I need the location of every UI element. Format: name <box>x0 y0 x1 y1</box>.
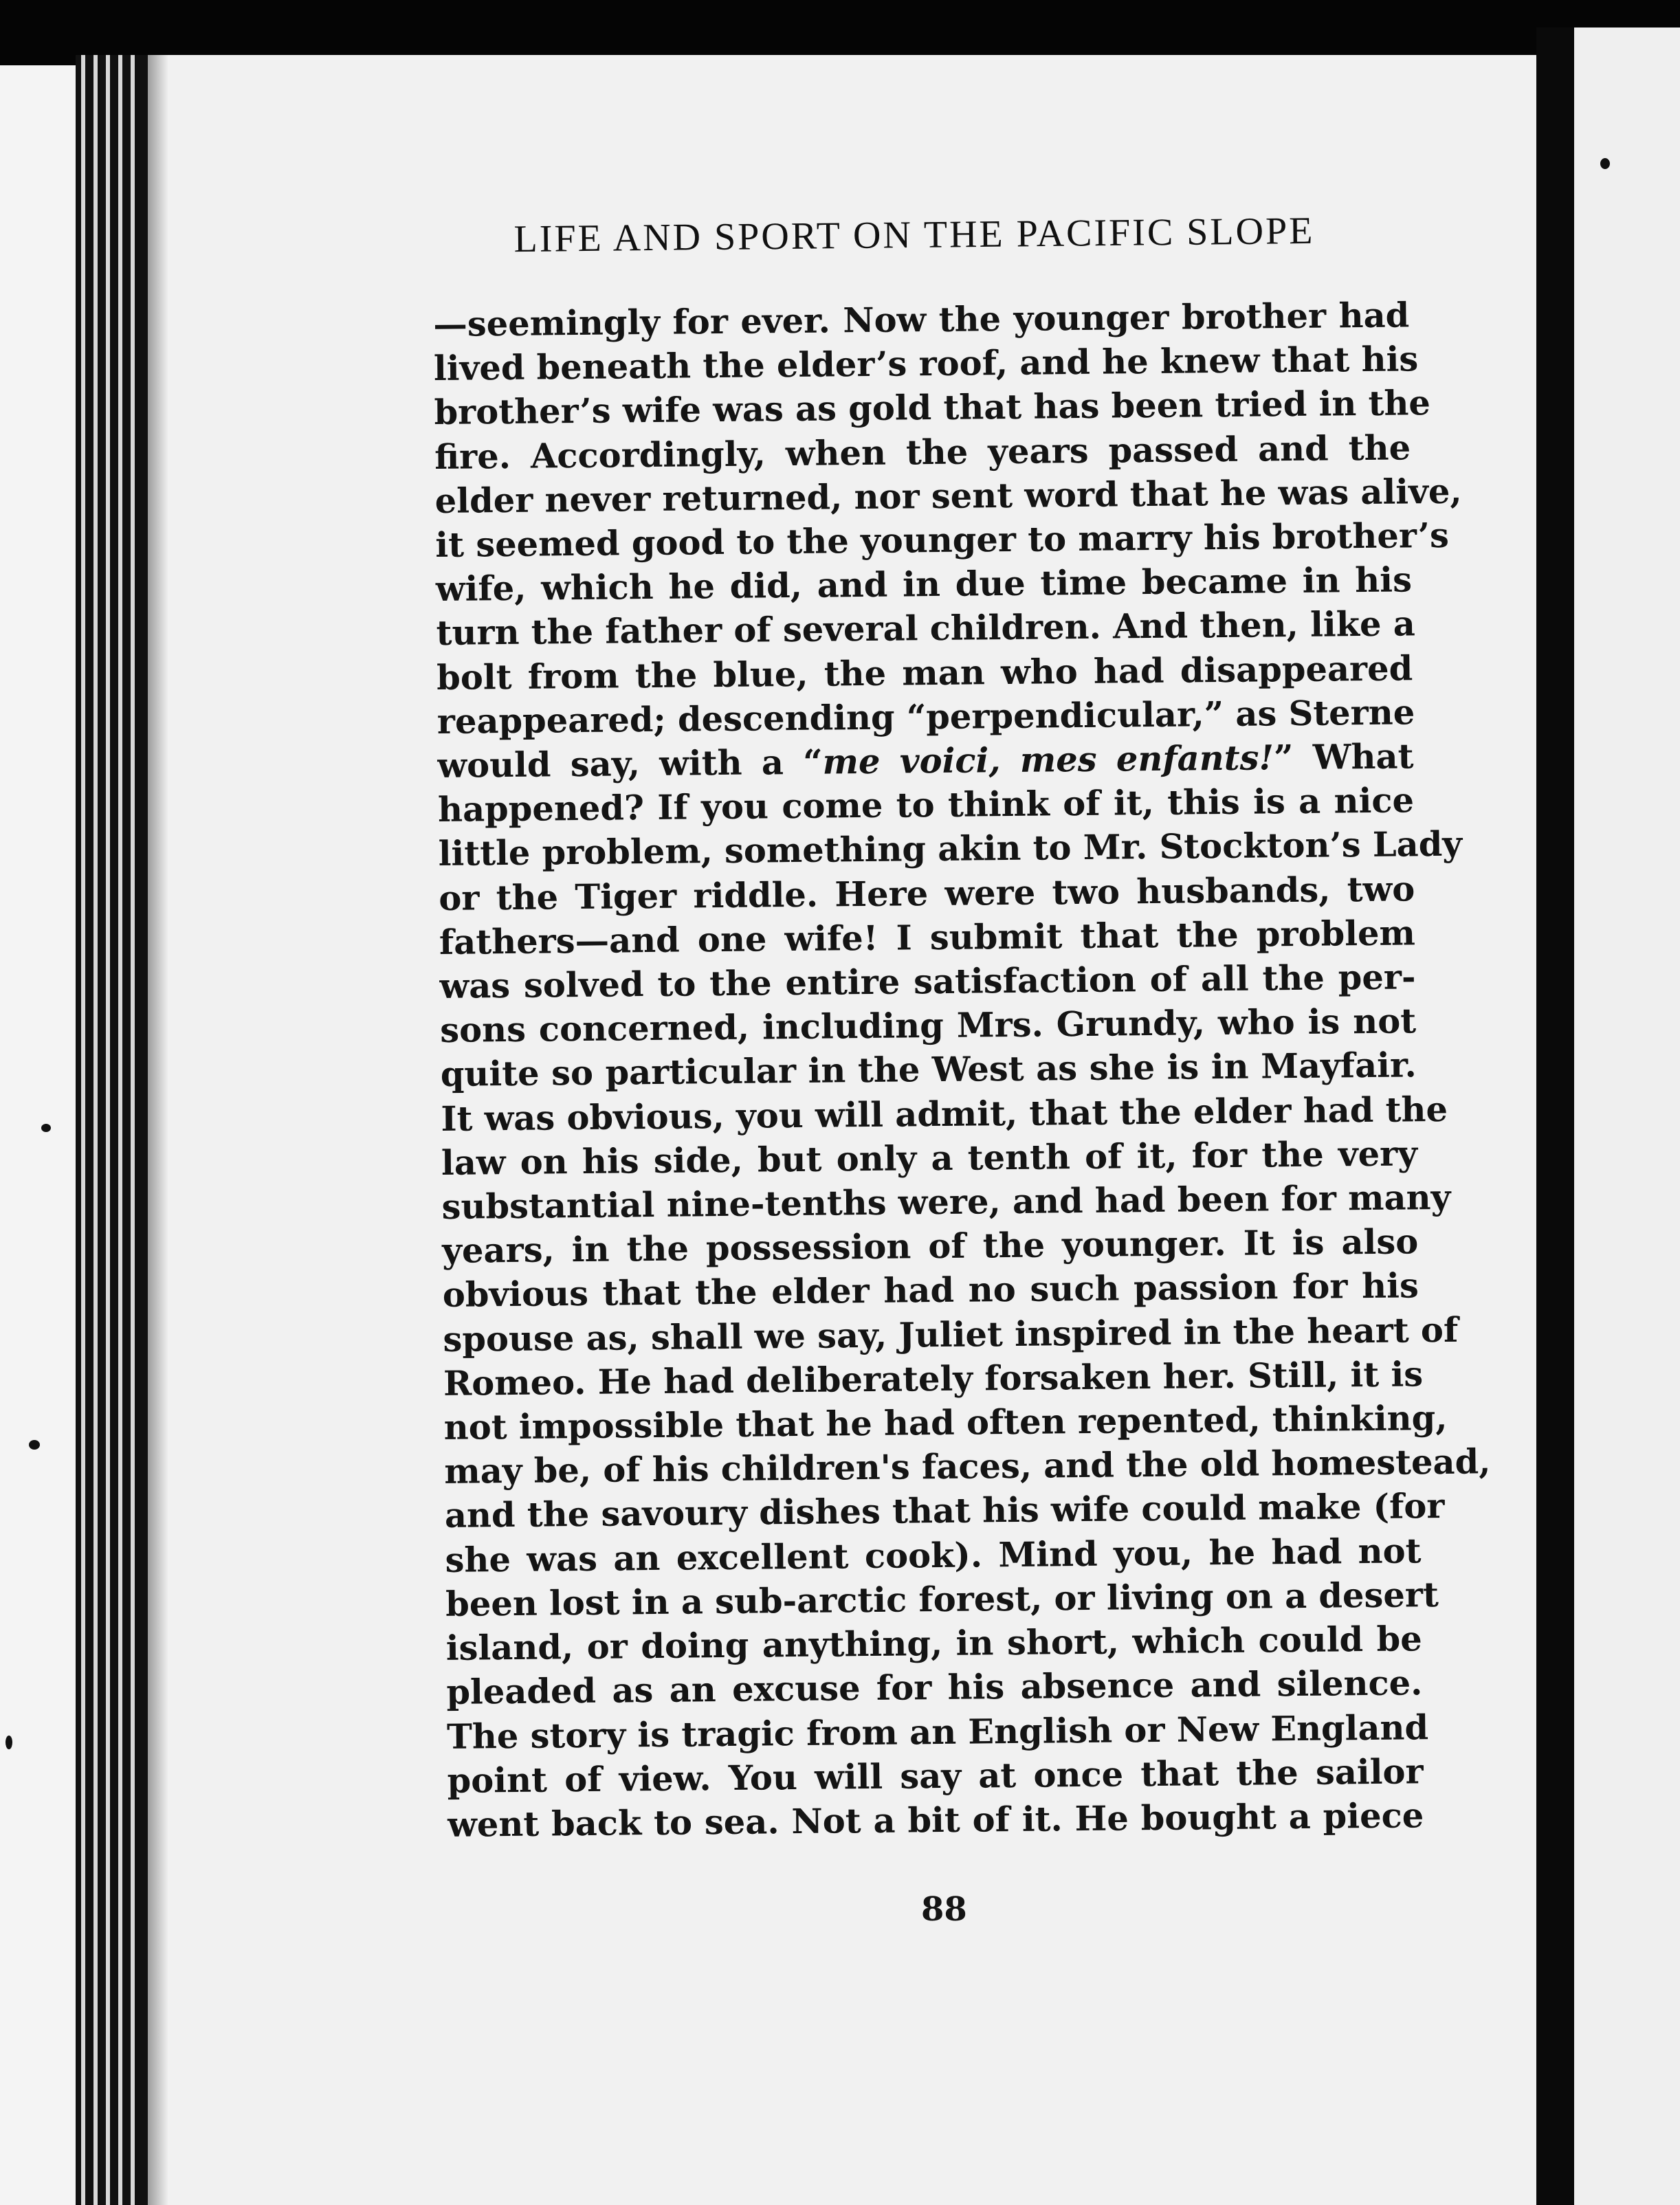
body-text <box>433 293 1491 1847</box>
text-line: island, or doing anything, in short, which could be <box>445 1619 1423 1669</box>
text-line: was solved to the entire satisfaction of all the per- <box>439 957 1416 1006</box>
left-scan-margin <box>0 65 76 2205</box>
text-line: obvious that the elder had no such passion for his <box>442 1265 1419 1316</box>
text-line: It was obvious, you will admit, that the elder had the <box>441 1089 1448 1139</box>
text-line: pleaded as an excuse for his absence and silence. <box>446 1663 1423 1713</box>
text-line: —seemingly for ever. Now the younger brother had <box>433 295 1410 344</box>
page-edge-line <box>93 55 98 2205</box>
text-line: substantial nine-tenths were, and had been for many <box>441 1177 1451 1228</box>
text-line: reappeared; descending “perpendicular,” as Sterne <box>436 692 1415 742</box>
text-line: fire. Accordingly, when the years passed and the <box>434 427 1411 477</box>
dust-speck <box>41 1124 51 1132</box>
facing-page-edge <box>1574 27 1680 2205</box>
stacked-page-edges <box>76 55 158 2205</box>
dust-speck <box>1600 158 1610 169</box>
text-line: quite so particular in the West as she is in Mayfair. <box>440 1045 1417 1095</box>
page-shadow <box>148 55 168 2205</box>
italic-phrase: me voici, mes enfants! <box>822 738 1274 782</box>
text-line: point of view. You will say at once that the sailor <box>447 1751 1424 1801</box>
text-segment: ” What <box>1273 736 1414 778</box>
text-line: years, in the possession of the younger. It is also <box>441 1221 1419 1272</box>
text-line: happened? If you come to think of it, this is a nice <box>437 780 1415 830</box>
text-line: elder never returned, nor sent word that he was alive, <box>434 471 1462 521</box>
text-line: and the savoury dishes that his wife could make (for <box>444 1486 1445 1536</box>
text-line: spouse as, shall we say, Juliet inspired in the heart of <box>443 1309 1459 1360</box>
text-line: it seemed good to the younger to marry his brother’s <box>435 515 1450 565</box>
text-line: turn the father of several children. And then, like a <box>436 603 1416 654</box>
page-number: 88 <box>921 1890 967 1929</box>
book-gutter <box>1536 27 1574 2205</box>
text-line: fathers—and one wife! I submit that the problem <box>439 913 1416 962</box>
text-line: The story is tragic from an English or New England <box>446 1707 1429 1757</box>
dust-speck <box>5 1736 12 1749</box>
text-line: been lost in a sub-arctic forest, or living on a desert <box>445 1574 1439 1624</box>
dust-speck <box>29 1440 40 1450</box>
page-edge-line <box>106 55 110 2205</box>
text-line: went back to sea. Not a bit of it. He bought a piece <box>447 1795 1424 1845</box>
page-edge-line <box>131 55 135 2205</box>
text-line: brother’s wife was as gold that has been tried in the <box>434 383 1431 433</box>
running-head: LIFE AND SPORT ON THE PACIFIC SLOPE <box>513 209 1315 261</box>
text-segment: would say, with a “ <box>437 742 823 786</box>
text-line: wife, which he did, and in due time became in his <box>435 559 1413 610</box>
text-line: bolt from the blue, the man who had disappeared <box>436 647 1413 698</box>
text-line: may be, of his children's faces, and the old homestead, <box>444 1441 1491 1492</box>
text-line: not impossible that he had often repented, thinking, <box>443 1397 1448 1448</box>
page-edge-line <box>118 55 122 2205</box>
text-line: little problem, something akin to Mr. Stockton’s Lady <box>438 824 1463 874</box>
page-edge-line <box>81 55 85 2205</box>
text-line: she was an excellent cook). Mind you, he had not <box>445 1530 1422 1580</box>
text-line: lived beneath the elder’s roof, and he knew that his <box>433 339 1419 389</box>
text-line: law on his side, but only a tenth of it, for the very <box>441 1133 1418 1183</box>
text-line: sons concerned, including Mrs. Grundy, who is not <box>439 1001 1417 1051</box>
text-line: Romeo. He had deliberately forsaken her. Still, it is <box>443 1354 1424 1404</box>
text-line: or the Tiger riddle. Here were two husbands, two <box>439 868 1415 918</box>
